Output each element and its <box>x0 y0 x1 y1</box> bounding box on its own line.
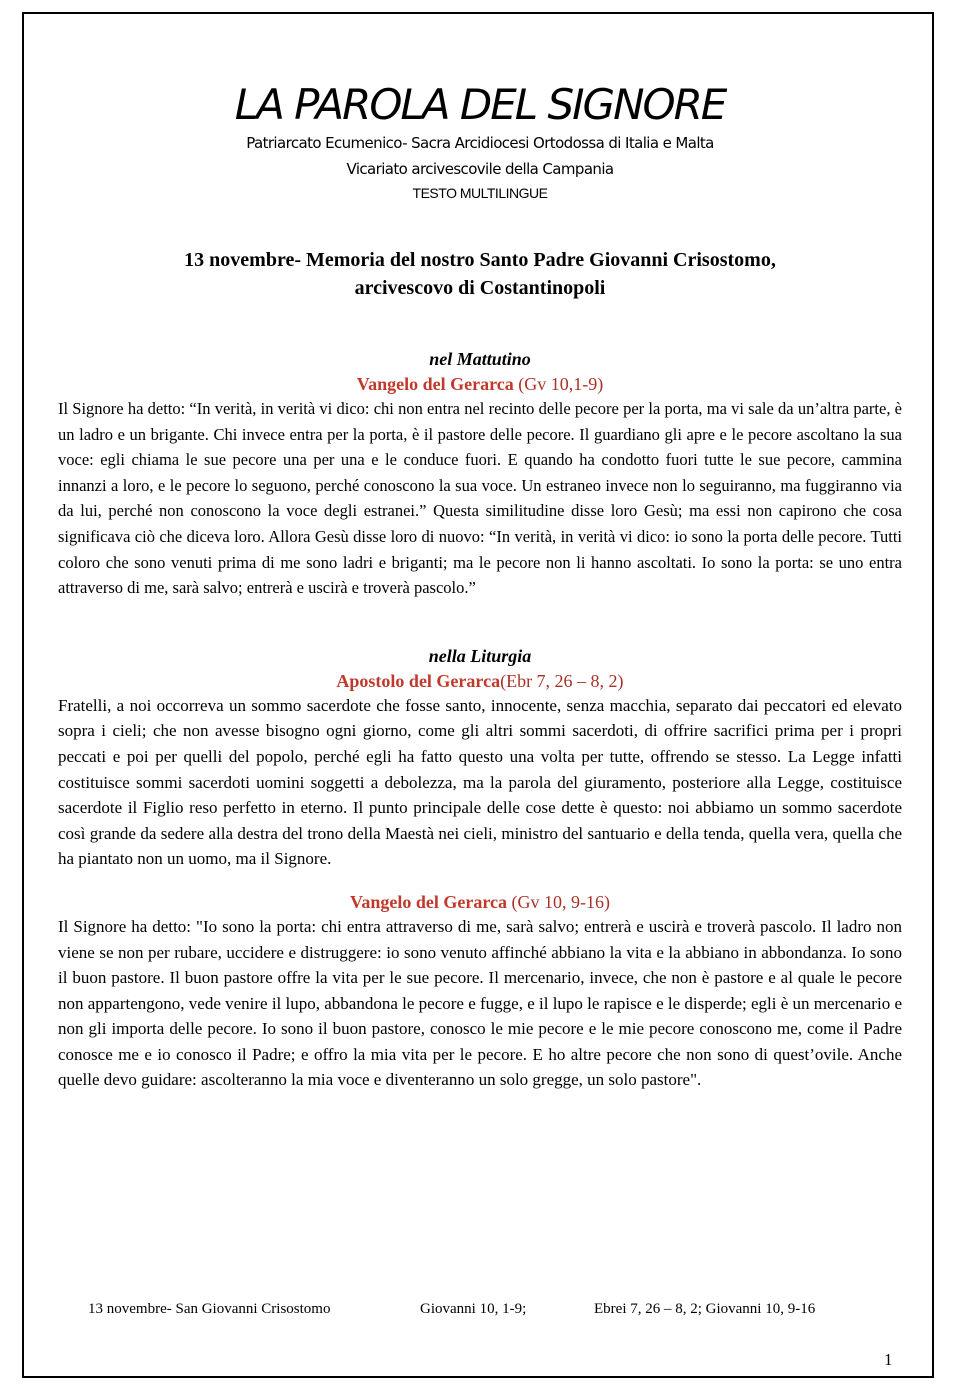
document-title: LA PAROLA DEL SIGNORE <box>234 80 726 129</box>
matins-gospel-text: Il Signore ha detto: “In verità, in verità vi dico: chi non entra nel recinto delle pecore per la porta, ma vi sale da un’altra parte, è un ladro e un brigante. Chi invece entra per la porta, è il pastore delle pecore. Il guardiano gli apre e le pecore ascoltano la sua voce: egli chiama le sue pecore una per una e le conduce fuori. E quando ha condotto fuori tutte le sue pecore, cammina innanzi a loro, e le pecore lo seguono, perché conoscono la sua voce. Un estraneo invece non lo seguiranno, ma fuggiranno via da lui, perché non conoscono la voce degli estranei.” Questa similitudine disse loro Gesù; ma essi non capirono che cosa significava ciò che diceva loro. Allora Gesù disse loro di nuovo: “In verità, in verità vi dico: io sono la porta delle pecore. Tutti coloro che sono venuti prima di me sono ladri e briganti; ma le pecore non li hanno ascoltati. Io sono la porta: se uno entra attraverso di me, sarà salvo; entrerà e uscirà e troverà pascolo.” <box>58 399 902 598</box>
apostle-title <box>58 669 902 693</box>
apostle-ref: (Ebr 7, 26 – 8, 2) <box>500 670 624 691</box>
footer-ref-liturgy: Ebrei 7, 26 – 8, 2; Giovanni 10, 9-16 <box>594 1301 816 1317</box>
feast-line-2: arcivescovo di Costantinopoli <box>354 277 606 299</box>
footer-ref-matins: Giovanni 10, 1-9; <box>420 1301 527 1317</box>
header-subtitle-multilingual: TESTO MULTILINGUE <box>412 185 548 201</box>
matins-heading: nel Mattutino <box>429 349 531 369</box>
liturgy-gospel-text: Il Signore ha detto: "Io sono la porta: chi entra attraverso di me, sarà salvo; entrerà e uscirà e troverà pascolo. Il ladro non viene se non per rubare, uccidere e distruggere: io sono venuto affinché abbiano la vita e la abbiano in abbondanza. Io sono il buon pastore. Il buon pastore offre la vita per le sue pecore. Il mercenario, invece, che non è pastore e al quale le pecore non appartengono, vede venire il lupo, abbandona le pecore e fugge, e il lupo le rapisce e le disperde; egli è un mercenario e non gli importa delle pecore. Io sono il buon pastore, conosco le mie pecore e le mie pecore conoscono me, come il Padre conosce me e io conosco il Padre; e offro la mia vita per le pecore. E ho altre pecore che non sono di quest’ovile. Anche quelle devo guidare: ascolteranno la mia voce e diventeranno un solo gregge, un solo pastore". <box>58 916 902 1090</box>
feast-line-1: 13 novembre- Memoria del nostro Santo Padre Giovanni Crisostomo, <box>184 249 776 271</box>
matins-gospel-label: Vangelo del Gerarca <box>356 374 514 394</box>
page-number: 1 <box>884 1350 893 1369</box>
document-page <box>58 80 902 1093</box>
header-subtitle-vicariate: Vicariato arcivescovile della Campania <box>346 160 614 178</box>
liturgy-heading: nella Liturgia <box>428 645 532 666</box>
header-subtitle-patriarchate: Patriarcato Ecumenico- Sacra Arcidiocesi Ortodossa di Italia e Malta <box>246 134 714 152</box>
feast-heading <box>58 246 902 302</box>
liturgy-gospel-label: Vangelo del Gerarca <box>350 891 507 912</box>
footer-feast: 13 novembre- San Giovanni Crisostomo <box>88 1301 331 1317</box>
apostle-label: Apostolo del Gerarca <box>336 670 501 691</box>
matins-gospel-ref: (Gv 10,1-9) <box>518 374 604 394</box>
apostle-text: Fratelli, a noi occorreva un sommo sacerdote che fosse santo, innocente, senza macchia, separato dai peccatori ed elevato sopra i cieli; che non avesse bisogno ogni giorno, come gli altri sommi sacerdoti, di offrire sacrifici prima per i propri peccati e poi per quelli del popolo, perché egli ha fatto questo una volta per tutte, offrendo se stesso. La Legge infatti costituisce sommi sacerdoti uomini soggetti a debolezza, ma la parola del giuramento, posteriore alla Legge, costituisce sacerdote il Figlio reso perfetto in eterno. Il punto principale delle cose dette è questo: noi abbiamo un sommo sacerdote così grande da sedere alla destra del trono della Maestà nei cieli, ministro del santuario e della tenda, quella vera, quella che ha piantato non un uomo, ma il Signore. <box>58 695 902 869</box>
liturgy-gospel-title <box>58 890 902 914</box>
liturgy-gospel-ref: (Gv 10, 9-16) <box>511 891 610 912</box>
matins-gospel-title <box>58 372 902 396</box>
